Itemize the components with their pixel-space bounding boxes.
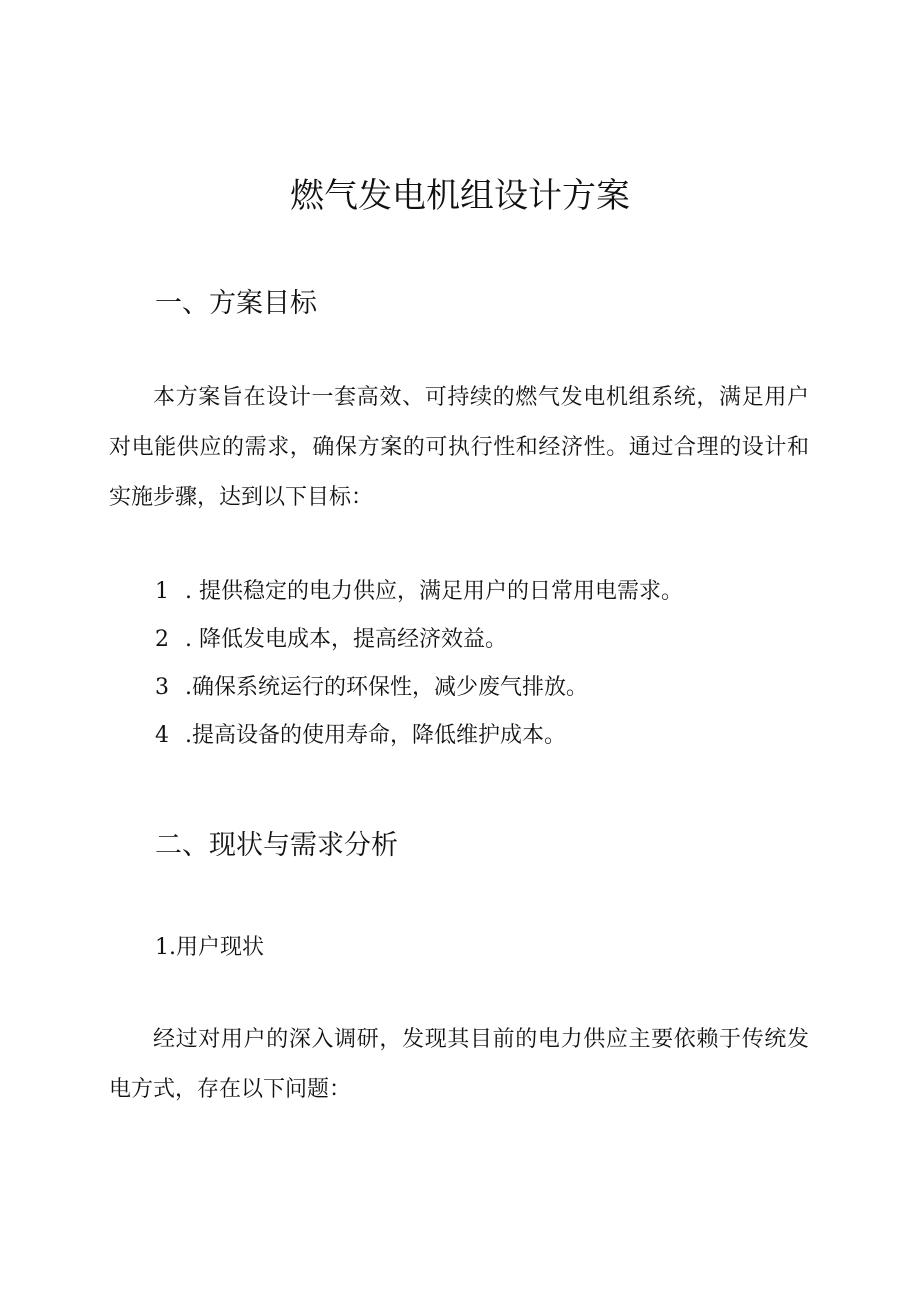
list-item <box>155 616 815 664</box>
list-item-text: .确保系统运行的环保性，减少废气排放。 <box>185 675 588 700</box>
list-item-text: .提高设备的使用寿命，降低维护成本。 <box>185 723 566 748</box>
section-heading-goals: 一、方案目标 <box>155 288 317 319</box>
list-item <box>155 712 815 760</box>
goals-intro-paragraph: 本方案旨在设计一套高效、可持续的燃气发电机组系统，满足用户对电能供应的需求，确保方案的可执行性和经济性。通过合理的设计和实施步骤，达到以下目标： <box>109 385 809 510</box>
user-status-paragraph: 经过对用户的深入调研，发现其目前的电力供应主要依赖于传统发电方式，存在以下问题： <box>109 1027 809 1102</box>
list-item-number: 1 <box>155 579 169 604</box>
document-title: 燃气发电机组设计方案 <box>290 176 630 216</box>
list-item <box>155 664 815 712</box>
list-item-text: . 降低发电成本，提高经济效益。 <box>185 627 507 652</box>
list-item-number: 2 <box>155 627 169 652</box>
goals-list <box>155 568 815 760</box>
section-heading-analysis: 二、现状与需求分析 <box>155 830 398 861</box>
list-item-text: . 提供稳定的电力供应，满足用户的日常用电需求。 <box>185 579 683 604</box>
list-item-number: 4 <box>155 723 169 748</box>
list-item <box>155 568 815 616</box>
subsection-heading-user-status: 1.用户现状 <box>155 935 264 960</box>
list-item-number: 3 <box>155 675 169 700</box>
